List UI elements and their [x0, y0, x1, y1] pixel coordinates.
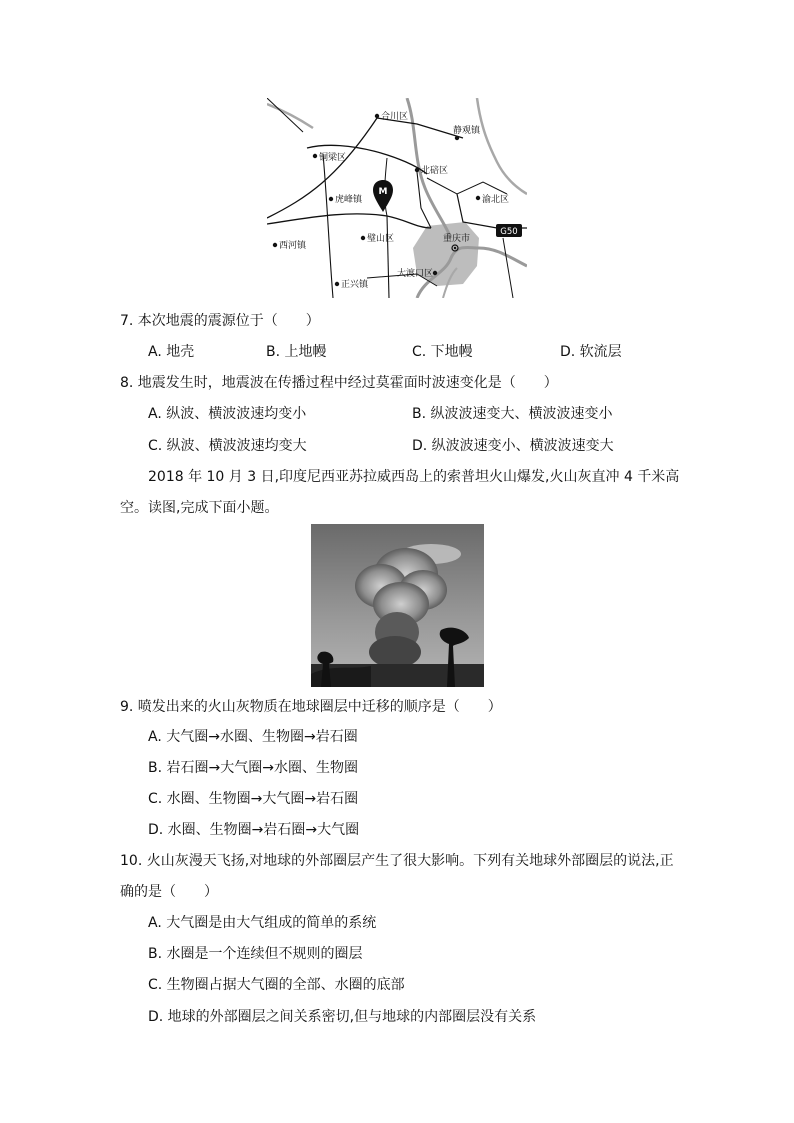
question-9-stem: 9. 喷发出来的火山灰物质在地球圈层中迁移的顺序是（ ） [120, 699, 502, 715]
river-upper [477, 98, 527, 194]
road-5 [323, 154, 333, 298]
road-4 [267, 214, 431, 228]
map-svg [267, 98, 527, 298]
road-13 [503, 238, 513, 298]
q10-option-d: D. 地球的外部圈层之间关系密切,但与地球的内部圈层没有关系 [148, 1009, 537, 1025]
dot-yubei [476, 196, 480, 200]
label-hechuan: 合川区 [381, 112, 409, 122]
q9-option-c: C. 水圈、生物圈→大气圈→岩石圈 [148, 791, 359, 807]
label-bishan: 璧山区 [367, 234, 395, 244]
label-beibei: 北碚区 [421, 166, 449, 176]
label-yubei: 渝北区 [482, 195, 510, 205]
volcano-eruption-photo [311, 524, 484, 687]
epicenter-marker-icon [373, 180, 393, 212]
dot-bishan [361, 236, 365, 240]
label-zhengxing: 正兴镇 [341, 280, 369, 290]
dot-hufeng [329, 197, 333, 201]
q9-option-b: B. 岩石圈→大气圈→水圈、生物圈 [148, 760, 358, 776]
road-6 [387, 216, 389, 298]
label-tongliang: 铜梁区 [319, 153, 347, 163]
question-10-stem-line-2: 确的是（ ） [120, 884, 218, 900]
q7-option-a: A. 地壳 [148, 344, 195, 360]
question-8-stem: 8. 地震发生时，地震波在传播过程中经过莫霍面时波速变化是（ ） [120, 375, 558, 391]
q10-option-c: C. 生物圈占据大气圈的全部、水圈的底部 [148, 977, 405, 993]
q7-option-d: D. 软流层 [560, 344, 622, 360]
label-dadukou: 大渡口区 [397, 269, 434, 279]
q9-option-a: A. 大气圈→水圈、生物圈→岩石圈 [148, 729, 358, 745]
q10-option-a: A. 大气圈是由大气组成的简单的系统 [148, 915, 377, 931]
q8-option-b: B. 纵波波速变大、横波波速变小 [412, 406, 613, 422]
question-10-stem-line-1: 10. 火山灰漫天飞扬,对地球的外部圈层产生了很大影响。下列有关地球外部圈层的说法,正 [120, 853, 674, 869]
dot-zhengxing [335, 282, 339, 286]
svg-text:M: M [378, 187, 388, 197]
q8-option-d: D. 纵波波速变小、横波波速变大 [412, 438, 614, 454]
svg-text:G50: G50 [500, 227, 518, 237]
dot-jingguan [455, 136, 459, 140]
q9-option-d: D. 水圈、生物圈→岩石圈→大气圈 [148, 822, 360, 838]
q7-option-c: C. 下地幔 [412, 344, 473, 360]
dot-tongliang [313, 154, 317, 158]
q7-option-b: B. 上地幔 [266, 344, 327, 360]
question-7-stem: 7. 本次地震的震源位于（ ） [120, 313, 320, 329]
label-jingguan: 静观镇 [453, 126, 481, 136]
label-hufeng: 虎峰镇 [335, 195, 363, 205]
q8-option-a: A. 纵波、横波波速均变小 [148, 406, 307, 422]
river-west [267, 104, 313, 128]
road-9 [427, 178, 507, 194]
chongqing-map-figure [267, 98, 527, 298]
q10-option-b: B. 水圈是一个连续但不规则的圈层 [148, 946, 363, 962]
dot-beibei [415, 168, 419, 172]
q8-option-c: C. 纵波、横波波速均变大 [148, 438, 307, 454]
volcano-photo-svg [311, 524, 484, 687]
dot-hechuan [375, 114, 379, 118]
passage-line-1: 2018 年 10 月 3 日,印度尼西亚苏拉威西岛上的索普坦火山爆发,火山灰直冲 4 千米高 [148, 469, 680, 485]
dot-dadukou [433, 271, 437, 275]
label-chongqing: 重庆市 [443, 234, 471, 244]
passage-line-2: 空。读图,完成下面小题。 [120, 500, 279, 516]
road-11 [267, 98, 303, 132]
g50-highway-shield [496, 224, 522, 237]
label-xihe: 西河镇 [279, 241, 307, 251]
dot-xihe [273, 243, 277, 247]
